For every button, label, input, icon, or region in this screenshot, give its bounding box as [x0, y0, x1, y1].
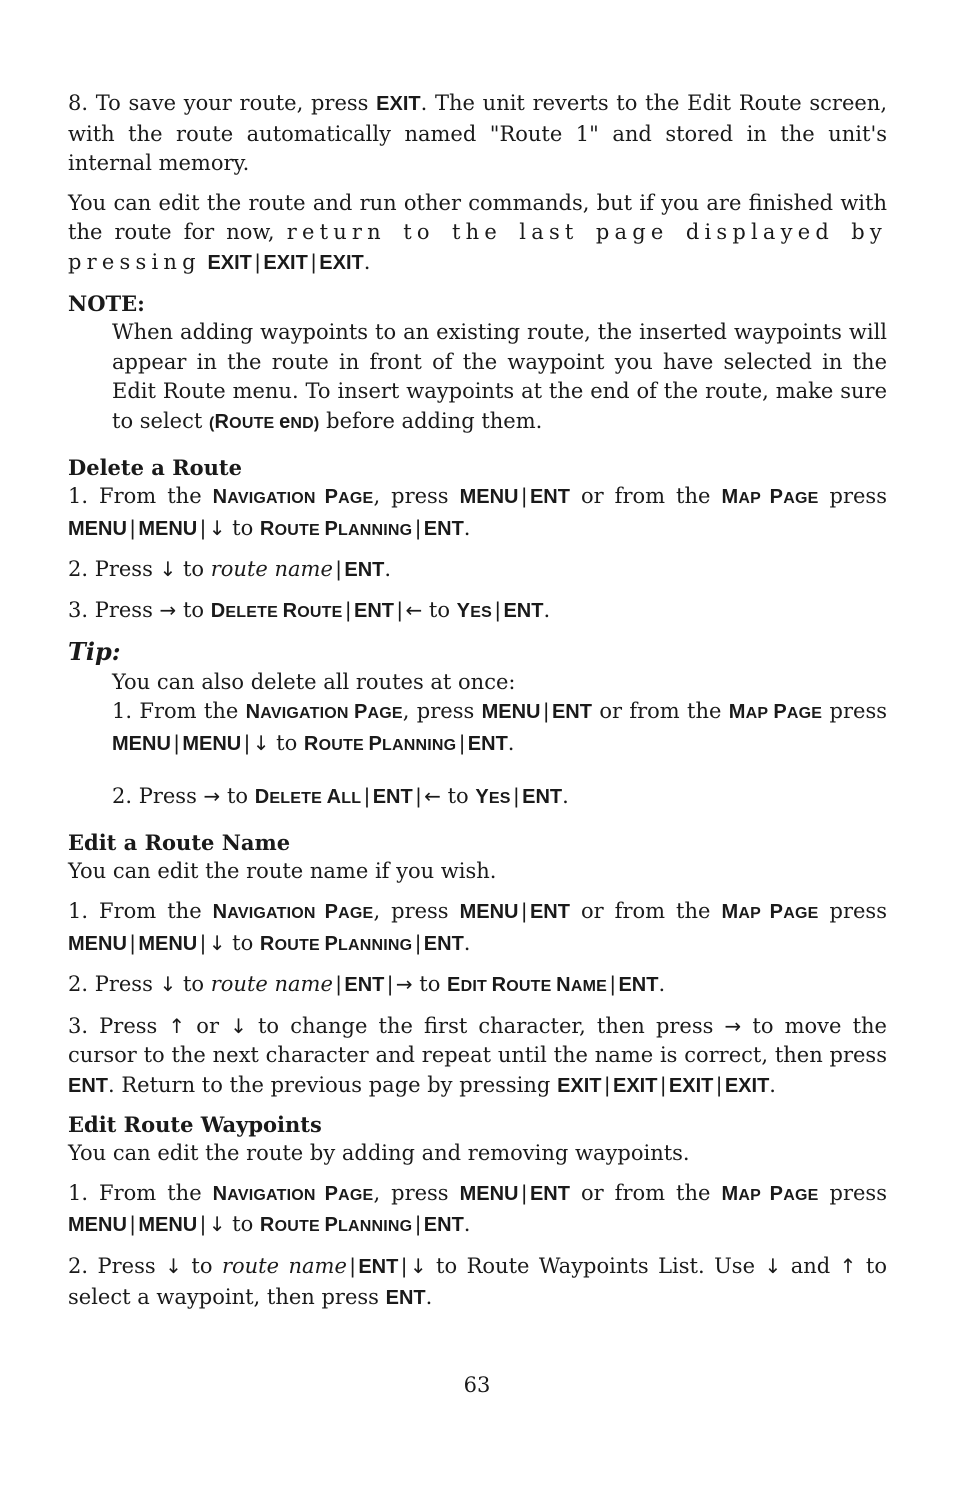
menu-navigation-page: NAVIGATION PAGE [212, 486, 374, 509]
separator: | [609, 973, 616, 997]
text: to [220, 784, 255, 809]
text: to [269, 730, 304, 755]
edit-name-step-2 [68, 970, 887, 1002]
text: . [463, 930, 471, 955]
separator: | [129, 516, 136, 540]
separator: | [345, 598, 351, 622]
separator: | [604, 1074, 610, 1098]
separator: | [415, 931, 421, 955]
delete-step-1 [68, 482, 887, 545]
separator: | [415, 785, 422, 809]
text: 2. Press [112, 784, 204, 809]
separator: | [521, 900, 527, 924]
separator: | [387, 973, 393, 997]
text: . [363, 249, 371, 274]
heading-delete-route: Delete a Route [68, 454, 242, 480]
key-menu: MENU [68, 932, 127, 955]
text: 1. From the [68, 1180, 213, 1205]
text: 3. Press [68, 597, 160, 622]
key-menu: MENU [138, 1214, 198, 1237]
tip-step-2 [112, 782, 887, 814]
separator: | [543, 700, 549, 724]
key-ent: ENT [423, 517, 464, 540]
text: or from the [569, 1180, 722, 1205]
page-number: 63 [463, 1373, 491, 1397]
key-ent: ENT [618, 974, 659, 997]
separator: | [129, 1213, 136, 1237]
key-ent: ENT [358, 1256, 399, 1278]
text: 1. From the [112, 699, 246, 724]
note-label: NOTE: [68, 290, 145, 316]
key-ent: ENT [529, 901, 570, 924]
text: and [781, 1254, 840, 1278]
separator: | [513, 785, 520, 809]
key-ent: ENT [68, 1075, 108, 1098]
text: 2. Press [68, 557, 160, 582]
separator: | [521, 1181, 527, 1205]
arrow-up-icon: ↑ [839, 1254, 857, 1278]
key-exit: EXIT [668, 1075, 714, 1098]
menu-delete-all: DELETE ALL [254, 786, 362, 809]
key-ent: ENT [503, 599, 544, 622]
separator: | [254, 250, 261, 274]
text: press [829, 699, 887, 724]
key-menu: MENU [459, 486, 519, 509]
delete-step-3 [68, 596, 887, 628]
tip-label: Tip: [68, 636, 121, 666]
menu-route-planning: ROUTE PLANNING [259, 1214, 413, 1237]
separator: | [494, 598, 501, 622]
text: to move the cursor to the next character and repeat until the name is correct, then press [68, 1013, 887, 1068]
text: or from the [569, 899, 722, 924]
key-exit: EXIT [319, 251, 364, 274]
text: to select a waypoint, then press [68, 1254, 888, 1309]
menu-edit-route-name: EDIT ROUTE NAME [447, 974, 607, 997]
tip-step-1 [112, 697, 887, 760]
text: press [829, 1180, 887, 1205]
edit-waypoints-intro: You can edit the route by adding and removing waypoints. [68, 1141, 690, 1166]
text: to [225, 930, 260, 955]
text: to [176, 597, 211, 622]
menu-map-page: MAP PAGE [721, 486, 819, 509]
text-italic: route name [210, 972, 333, 997]
text: press [829, 484, 887, 509]
text: to [176, 972, 211, 997]
edit-waypoints-step-1 [68, 1179, 887, 1242]
separator: | [716, 1074, 722, 1098]
key-menu: MENU [459, 901, 519, 924]
edit-waypoints-step-2 [68, 1252, 887, 1313]
arrow-down-icon: ↓ [230, 1013, 247, 1038]
separator: | [660, 1074, 666, 1098]
edit-name-intro: You can edit the route name if you wish. [68, 859, 497, 884]
text: , press [402, 699, 482, 724]
separator: | [349, 1255, 356, 1278]
key-ent: ENT [522, 786, 563, 809]
key-menu: MENU [138, 932, 198, 955]
arrow-down-icon: ↓ [409, 1254, 427, 1278]
menu-yes: YES [456, 599, 492, 622]
separator: | [459, 731, 465, 755]
text-italic: route name [210, 557, 333, 582]
menu-route-planning: ROUTE PLANNING [259, 932, 413, 955]
menu-route-end: (ROUTE eND) [208, 410, 320, 433]
heading-edit-route-waypoints: Edit Route Waypoints [68, 1111, 322, 1137]
separator: | [335, 973, 342, 997]
arrow-right-icon: → [724, 1013, 742, 1038]
key-menu: MENU [182, 732, 242, 755]
menu-map-page: MAP PAGE [728, 701, 823, 724]
separator: | [397, 598, 403, 622]
separator: | [415, 516, 421, 540]
separator: | [415, 1213, 421, 1237]
menu-map-page: MAP PAGE [721, 901, 819, 924]
arrow-down-icon: ↓ [252, 730, 270, 755]
separator: | [335, 558, 342, 582]
menu-navigation-page: NAVIGATION PAGE [212, 901, 374, 924]
text: . [463, 515, 471, 540]
edit-name-step-1 [68, 897, 887, 960]
menu-navigation-page: NAVIGATION PAGE [245, 701, 403, 724]
edit-route-paragraph [68, 189, 887, 279]
key-ent: ENT [344, 974, 385, 997]
separator: | [129, 931, 136, 955]
separator: | [244, 731, 250, 755]
text: to Route Waypoints List. Use [426, 1254, 765, 1278]
menu-map-page: MAP PAGE [721, 1182, 819, 1205]
separator: | [310, 250, 317, 274]
arrow-left-icon: ← [424, 784, 441, 809]
edit-name-step-3 [68, 1012, 887, 1102]
arrow-right-icon: → [159, 597, 177, 622]
key-menu: MENU [112, 732, 171, 755]
menu-navigation-page: NAVIGATION PAGE [212, 1182, 374, 1205]
arrow-right-icon: → [203, 784, 221, 809]
text: to [176, 557, 211, 582]
text: . [658, 972, 666, 997]
menu-delete-route: DELETE ROUTE [210, 599, 343, 622]
text: to [422, 597, 457, 622]
text: to [412, 972, 448, 997]
key-exit: EXIT [612, 1075, 658, 1098]
key-ent: ENT [529, 1182, 570, 1205]
note-body [112, 318, 887, 438]
delete-step-2 [68, 555, 887, 586]
text: . [384, 557, 392, 582]
text: , press [373, 899, 460, 924]
menu-route-planning: ROUTE PLANNING [259, 517, 413, 540]
text: . [769, 1073, 776, 1098]
text: . [543, 597, 551, 622]
text: press [829, 899, 887, 924]
key-exit: EXIT [724, 1075, 770, 1098]
text: or from the [569, 484, 722, 509]
key-menu: MENU [138, 517, 198, 540]
arrow-down-icon: ↓ [208, 515, 226, 540]
text: 8. To save your route, press [68, 91, 377, 115]
text: . [463, 1212, 471, 1237]
arrow-down-icon: ↓ [165, 1254, 182, 1278]
separator: | [173, 731, 180, 755]
text-italic: route name [221, 1254, 347, 1278]
menu-route-planning: ROUTE PLANNING [303, 732, 457, 755]
key-exit: EXIT [376, 93, 421, 115]
arrow-down-icon: ↓ [208, 1212, 226, 1237]
text: . Return to the previous page by pressing [108, 1073, 551, 1098]
key-exit: EXIT [263, 251, 308, 274]
text-spaced: return to the last page displayed by pressing [68, 220, 887, 274]
key-ent: ENT [354, 599, 394, 622]
key-ent: ENT [423, 1214, 464, 1237]
text: before adding them. [319, 408, 543, 433]
key-ent: ENT [372, 786, 413, 809]
text: 1. From the [68, 899, 213, 924]
key-ent: ENT [385, 1286, 426, 1309]
separator: | [200, 931, 206, 955]
key-menu: MENU [68, 1214, 127, 1237]
text: . [425, 1284, 433, 1309]
text: , press [373, 1180, 460, 1205]
arrow-up-icon: ↑ [168, 1013, 186, 1038]
separator: | [401, 1255, 407, 1278]
separator: | [200, 1213, 206, 1237]
separator: | [364, 785, 370, 809]
key-menu: MENU [459, 1182, 519, 1205]
key-ent: ENT [529, 486, 570, 509]
manual-page [68, 89, 887, 1323]
tip-intro: You can also delete all routes at once: [112, 669, 516, 694]
heading-edit-route-name: Edit a Route Name [68, 829, 291, 855]
text: 2. Press [68, 972, 160, 997]
text: to [440, 784, 476, 809]
arrow-right-icon: → [395, 972, 413, 997]
text: 2. Press [68, 1254, 166, 1278]
text: to [181, 1254, 222, 1278]
menu-yes: YES [475, 786, 511, 809]
key-ent: ENT [344, 559, 385, 582]
text: 1. From the [68, 484, 213, 509]
arrow-down-icon: ↓ [159, 972, 177, 997]
text: to change the first character, then press [246, 1013, 725, 1038]
arrow-down-icon: ↓ [208, 930, 226, 955]
text: . The unit reverts to the Edit Route screen, with the route automatically named "Route 1" and stored in the unit's internal memory. [68, 91, 888, 176]
key-exit: EXIT [557, 1075, 602, 1098]
text: . [562, 784, 569, 809]
text: 3. Press [68, 1013, 169, 1038]
text: When adding waypoints to an existing route, the inserted waypoints will appear in the route in front of the waypoint you have selected in the Edit Route menu. To insert waypoints at the end of the route, make sure to select [112, 320, 887, 433]
key-menu: MENU [68, 517, 127, 540]
step-8-save-route [68, 89, 887, 179]
key-menu: MENU [481, 701, 541, 724]
key-ent: ENT [551, 701, 592, 724]
text: or [185, 1013, 231, 1038]
text: to [225, 1212, 260, 1237]
arrow-down-icon: ↓ [159, 557, 177, 582]
arrow-left-icon: ← [405, 597, 423, 622]
text: , press [373, 484, 460, 509]
separator: | [521, 485, 527, 509]
key-ent: ENT [467, 732, 508, 755]
arrow-down-icon: ↓ [764, 1254, 782, 1278]
tip-body [112, 668, 887, 814]
text: You can edit the route and run other commands, but if you are finished with the route for now, [68, 190, 887, 245]
key-exit: EXIT [207, 251, 252, 274]
separator: | [200, 516, 206, 540]
text: . [507, 730, 515, 755]
key-ent: ENT [423, 932, 464, 955]
text: to [225, 515, 260, 540]
text: or from the [591, 699, 729, 724]
